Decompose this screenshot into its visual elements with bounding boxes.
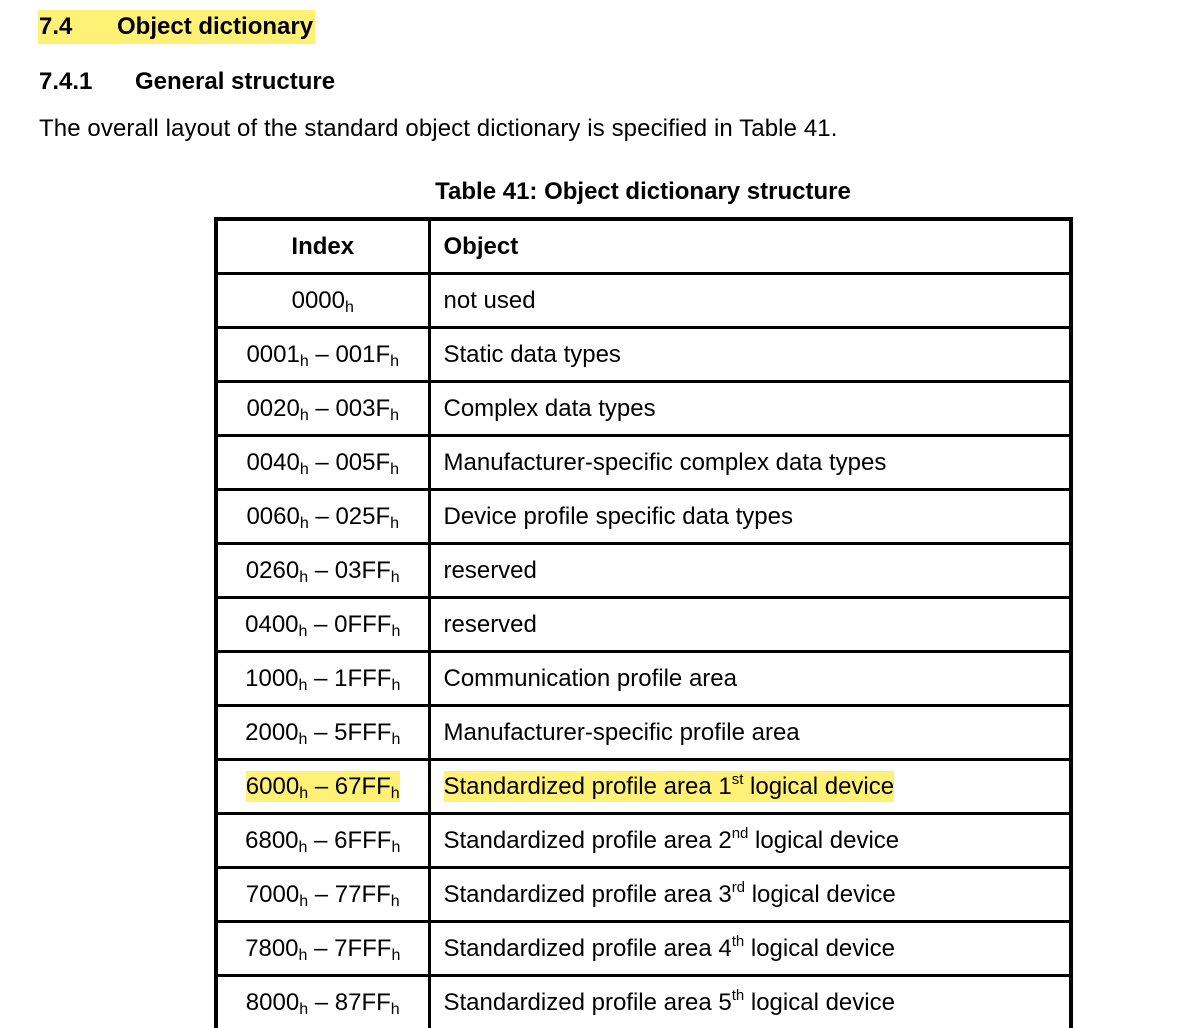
hex-suffix: h xyxy=(299,1001,308,1018)
index-cell xyxy=(216,382,429,436)
table-row xyxy=(216,436,1071,490)
hex-suffix: h xyxy=(300,353,309,370)
object-text-suffix: logical device xyxy=(744,935,895,962)
index-start: 0000 xyxy=(292,287,345,314)
table-row xyxy=(216,490,1071,544)
range-separator: – xyxy=(309,503,336,530)
object-text: not used xyxy=(444,287,536,314)
hex-suffix: h xyxy=(391,731,400,748)
index-end: 67FF xyxy=(335,773,391,800)
subsection-heading xyxy=(39,66,335,98)
object-cell xyxy=(429,706,1071,760)
object-text-suffix: logical device xyxy=(744,989,895,1016)
index-start: 1000 xyxy=(245,665,298,692)
object-cell xyxy=(429,274,1071,328)
intro-paragraph: The overall layout of the standard object dictionary is specified in Table 41. xyxy=(39,113,838,145)
hex-suffix: h xyxy=(391,785,400,802)
hex-suffix: h xyxy=(391,893,400,910)
object-text-suffix: logical device xyxy=(743,773,894,800)
range-separator: – xyxy=(307,827,334,854)
index-start: 2000 xyxy=(245,719,298,746)
object-cell xyxy=(429,382,1071,436)
object-text: Standardized profile area 2 xyxy=(444,827,732,854)
table-row xyxy=(216,760,1071,814)
index-start: 0400 xyxy=(245,611,298,638)
index-range xyxy=(245,935,400,962)
subsection-title: General structure xyxy=(135,68,335,95)
range-separator: – xyxy=(309,395,336,422)
object-text-suffix: logical device xyxy=(748,827,899,854)
table-row xyxy=(216,598,1071,652)
index-end: 1FFF xyxy=(334,665,391,692)
index-range xyxy=(245,665,400,692)
index-cell xyxy=(216,922,429,976)
column-header-object: Object xyxy=(429,219,1071,274)
table-row xyxy=(216,652,1071,706)
index-range xyxy=(245,827,400,854)
object-text: Standardized profile area 1 xyxy=(444,773,732,800)
hex-suffix: h xyxy=(299,785,308,802)
object-cell xyxy=(429,922,1071,976)
object-cell xyxy=(429,652,1071,706)
index-range xyxy=(246,449,399,476)
hex-suffix: h xyxy=(299,569,308,586)
hex-suffix: h xyxy=(391,623,400,640)
range-separator: – xyxy=(308,989,335,1016)
object-text: Standardized profile area 5 xyxy=(444,989,732,1016)
ordinal-suffix: st xyxy=(732,771,744,788)
index-range xyxy=(246,395,399,422)
index-start: 0260 xyxy=(246,557,299,584)
object-text: reserved xyxy=(444,611,537,638)
object-description xyxy=(444,827,900,854)
table-row xyxy=(216,382,1071,436)
hex-suffix: h xyxy=(299,677,308,694)
hex-suffix: h xyxy=(299,947,308,964)
table-row xyxy=(216,544,1071,598)
index-range xyxy=(246,503,399,530)
object-text: Manufacturer-specific profile area xyxy=(444,719,800,746)
index-start: 0001 xyxy=(246,341,299,368)
table-row xyxy=(216,328,1071,382)
index-cell xyxy=(216,544,429,598)
index-range xyxy=(246,881,400,908)
object-description xyxy=(444,881,896,908)
section-number: 7.4 xyxy=(39,10,117,44)
range-separator: – xyxy=(307,935,334,962)
table-row xyxy=(216,922,1071,976)
object-cell xyxy=(429,436,1071,490)
ordinal-suffix: th xyxy=(732,933,745,950)
index-range xyxy=(246,989,400,1016)
hex-suffix: h xyxy=(300,515,309,532)
hex-suffix: h xyxy=(390,407,399,424)
object-cell xyxy=(429,598,1071,652)
index-range xyxy=(246,771,400,802)
index-end: 7FFF xyxy=(334,935,391,962)
index-start: 8000 xyxy=(246,989,299,1016)
range-separator: – xyxy=(307,665,334,692)
table-row xyxy=(216,976,1071,1028)
hex-suffix: h xyxy=(299,839,308,856)
object-description xyxy=(444,395,656,422)
object-cell xyxy=(429,760,1071,814)
object-text-suffix: logical device xyxy=(745,881,896,908)
object-dictionary-table xyxy=(214,217,1073,1028)
table-caption: Table 41: Object dictionary structure xyxy=(0,176,1177,208)
section-title: Object dictionary xyxy=(117,13,313,40)
table-row xyxy=(216,274,1071,328)
object-description xyxy=(444,611,537,638)
object-description xyxy=(444,935,895,962)
object-cell xyxy=(429,976,1071,1028)
range-separator: – xyxy=(307,611,334,638)
object-description xyxy=(444,449,887,476)
index-end: 001F xyxy=(335,341,390,368)
table-row xyxy=(216,868,1071,922)
hex-suffix: h xyxy=(345,299,354,316)
object-text: Communication profile area xyxy=(444,665,737,692)
index-cell xyxy=(216,598,429,652)
index-cell xyxy=(216,436,429,490)
index-range xyxy=(292,287,354,314)
index-start: 0020 xyxy=(246,395,299,422)
table-body xyxy=(216,274,1071,1028)
index-end: 03FF xyxy=(335,557,391,584)
hex-suffix: h xyxy=(300,461,309,478)
object-text: Standardized profile area 3 xyxy=(444,881,732,908)
index-end: 5FFF xyxy=(334,719,391,746)
subsection-number: 7.4.1 xyxy=(39,66,135,98)
hex-suffix: h xyxy=(299,893,308,910)
object-text: Device profile specific data types xyxy=(444,503,794,530)
object-description xyxy=(444,341,621,368)
index-end: 6FFF xyxy=(334,827,391,854)
index-end: 003F xyxy=(335,395,390,422)
index-cell xyxy=(216,274,429,328)
index-end: 0FFF xyxy=(334,611,391,638)
hex-suffix: h xyxy=(300,407,309,424)
object-text: Standardized profile area 4 xyxy=(444,935,732,962)
hex-suffix: h xyxy=(391,677,400,694)
object-text: Manufacturer-specific complex data types xyxy=(444,449,887,476)
range-separator: – xyxy=(309,341,336,368)
index-cell xyxy=(216,976,429,1028)
section-heading xyxy=(38,10,315,44)
object-description xyxy=(444,665,737,692)
index-start: 6800 xyxy=(245,827,298,854)
index-end: 77FF xyxy=(335,881,391,908)
table-header-row xyxy=(216,219,1071,274)
object-cell xyxy=(429,814,1071,868)
index-range xyxy=(245,719,400,746)
index-cell xyxy=(216,760,429,814)
object-cell xyxy=(429,328,1071,382)
hex-suffix: h xyxy=(391,839,400,856)
index-range xyxy=(246,341,399,368)
index-range xyxy=(245,611,400,638)
index-start: 7000 xyxy=(246,881,299,908)
index-start: 0060 xyxy=(246,503,299,530)
object-cell xyxy=(429,490,1071,544)
hex-suffix: h xyxy=(390,353,399,370)
hex-suffix: h xyxy=(391,569,400,586)
hex-suffix: h xyxy=(299,623,308,640)
ordinal-suffix: rd xyxy=(732,879,745,896)
object-description xyxy=(444,557,537,584)
hex-suffix: h xyxy=(391,947,400,964)
index-end: 025F xyxy=(335,503,390,530)
index-start: 7800 xyxy=(245,935,298,962)
hex-suffix: h xyxy=(390,461,399,478)
index-end: 87FF xyxy=(335,989,391,1016)
object-text: reserved xyxy=(444,557,537,584)
object-description xyxy=(444,771,895,802)
range-separator: – xyxy=(308,557,335,584)
range-separator: – xyxy=(309,449,336,476)
table-row xyxy=(216,706,1071,760)
object-description xyxy=(444,989,895,1016)
index-cell xyxy=(216,868,429,922)
index-start: 6000 xyxy=(246,773,299,800)
index-range xyxy=(246,557,400,584)
column-header-index: Index xyxy=(216,219,429,274)
range-separator: – xyxy=(308,881,335,908)
object-description xyxy=(444,719,800,746)
index-cell xyxy=(216,652,429,706)
object-text: Static data types xyxy=(444,341,621,368)
object-text: Complex data types xyxy=(444,395,656,422)
index-cell xyxy=(216,706,429,760)
object-description xyxy=(444,503,794,530)
ordinal-suffix: nd xyxy=(732,825,749,842)
range-separator: – xyxy=(308,773,335,800)
hex-suffix: h xyxy=(299,731,308,748)
index-cell xyxy=(216,814,429,868)
table-row xyxy=(216,814,1071,868)
index-end: 005F xyxy=(335,449,390,476)
index-cell xyxy=(216,328,429,382)
object-cell xyxy=(429,868,1071,922)
range-separator: – xyxy=(307,719,334,746)
object-description xyxy=(444,287,536,314)
index-start: 0040 xyxy=(246,449,299,476)
index-cell xyxy=(216,490,429,544)
object-cell xyxy=(429,544,1071,598)
hex-suffix: h xyxy=(391,1001,400,1018)
hex-suffix: h xyxy=(390,515,399,532)
ordinal-suffix: th xyxy=(732,987,745,1004)
